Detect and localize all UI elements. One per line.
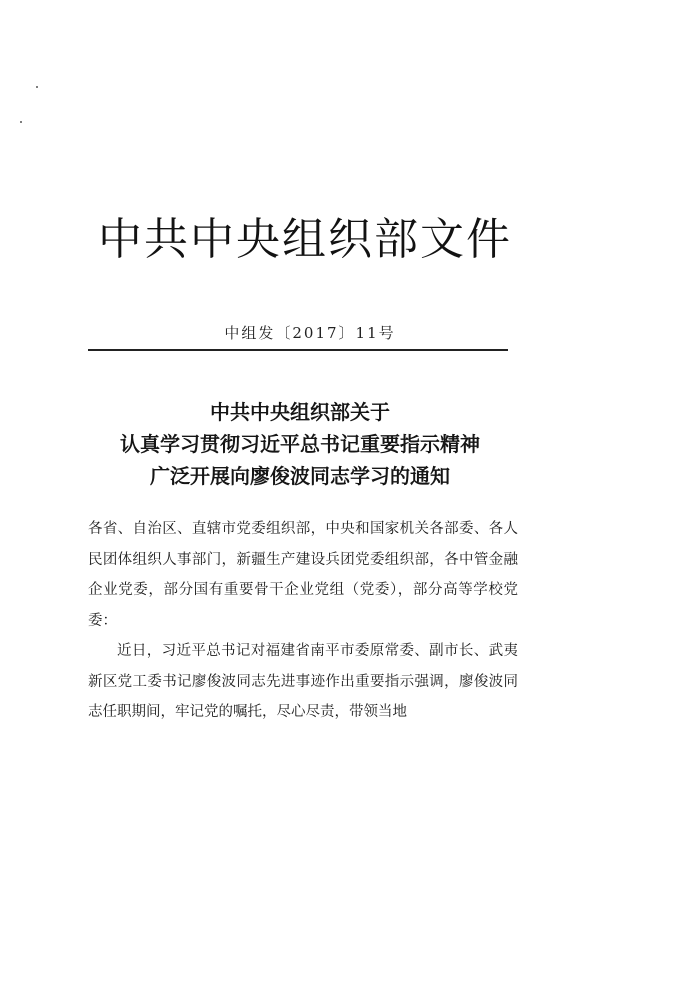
notice-body	[88, 514, 518, 728]
notice-title	[90, 396, 510, 492]
masthead-title: 中共中央组织部文件	[98, 214, 512, 265]
notice-title-line-1: 中共中央组织部关于	[210, 400, 390, 424]
notice-title-line-2: 认真学习贯彻习近平总书记重要指示精神	[120, 432, 480, 456]
scan-speck	[20, 121, 22, 123]
header-divider	[88, 349, 508, 351]
addressees-paragraph: 各省、自治区、直辖市党委组织部，中央和国家机关各部委、各人民团体组织人事部门，新疆生产建设兵团党委组织部，各中管金融企业党委，部分国有重要骨干企业党组（党委），部分高等学校党委：	[88, 521, 518, 629]
scan-speck	[36, 86, 38, 88]
notice-title-line-3: 广泛开展向廖俊波同志学习的通知	[150, 464, 450, 488]
body-paragraph-1: 近日，习近平总书记对福建省南平市委原常委、副市长、武夷新区党工委书记廖俊波同志先进事迹作出重要指示强调，廖俊波同志任职期间，牢记党的嘱托，尽心尽责，带领当地	[88, 643, 518, 720]
document-number: 中组发〔2017〕11号	[224, 324, 396, 342]
